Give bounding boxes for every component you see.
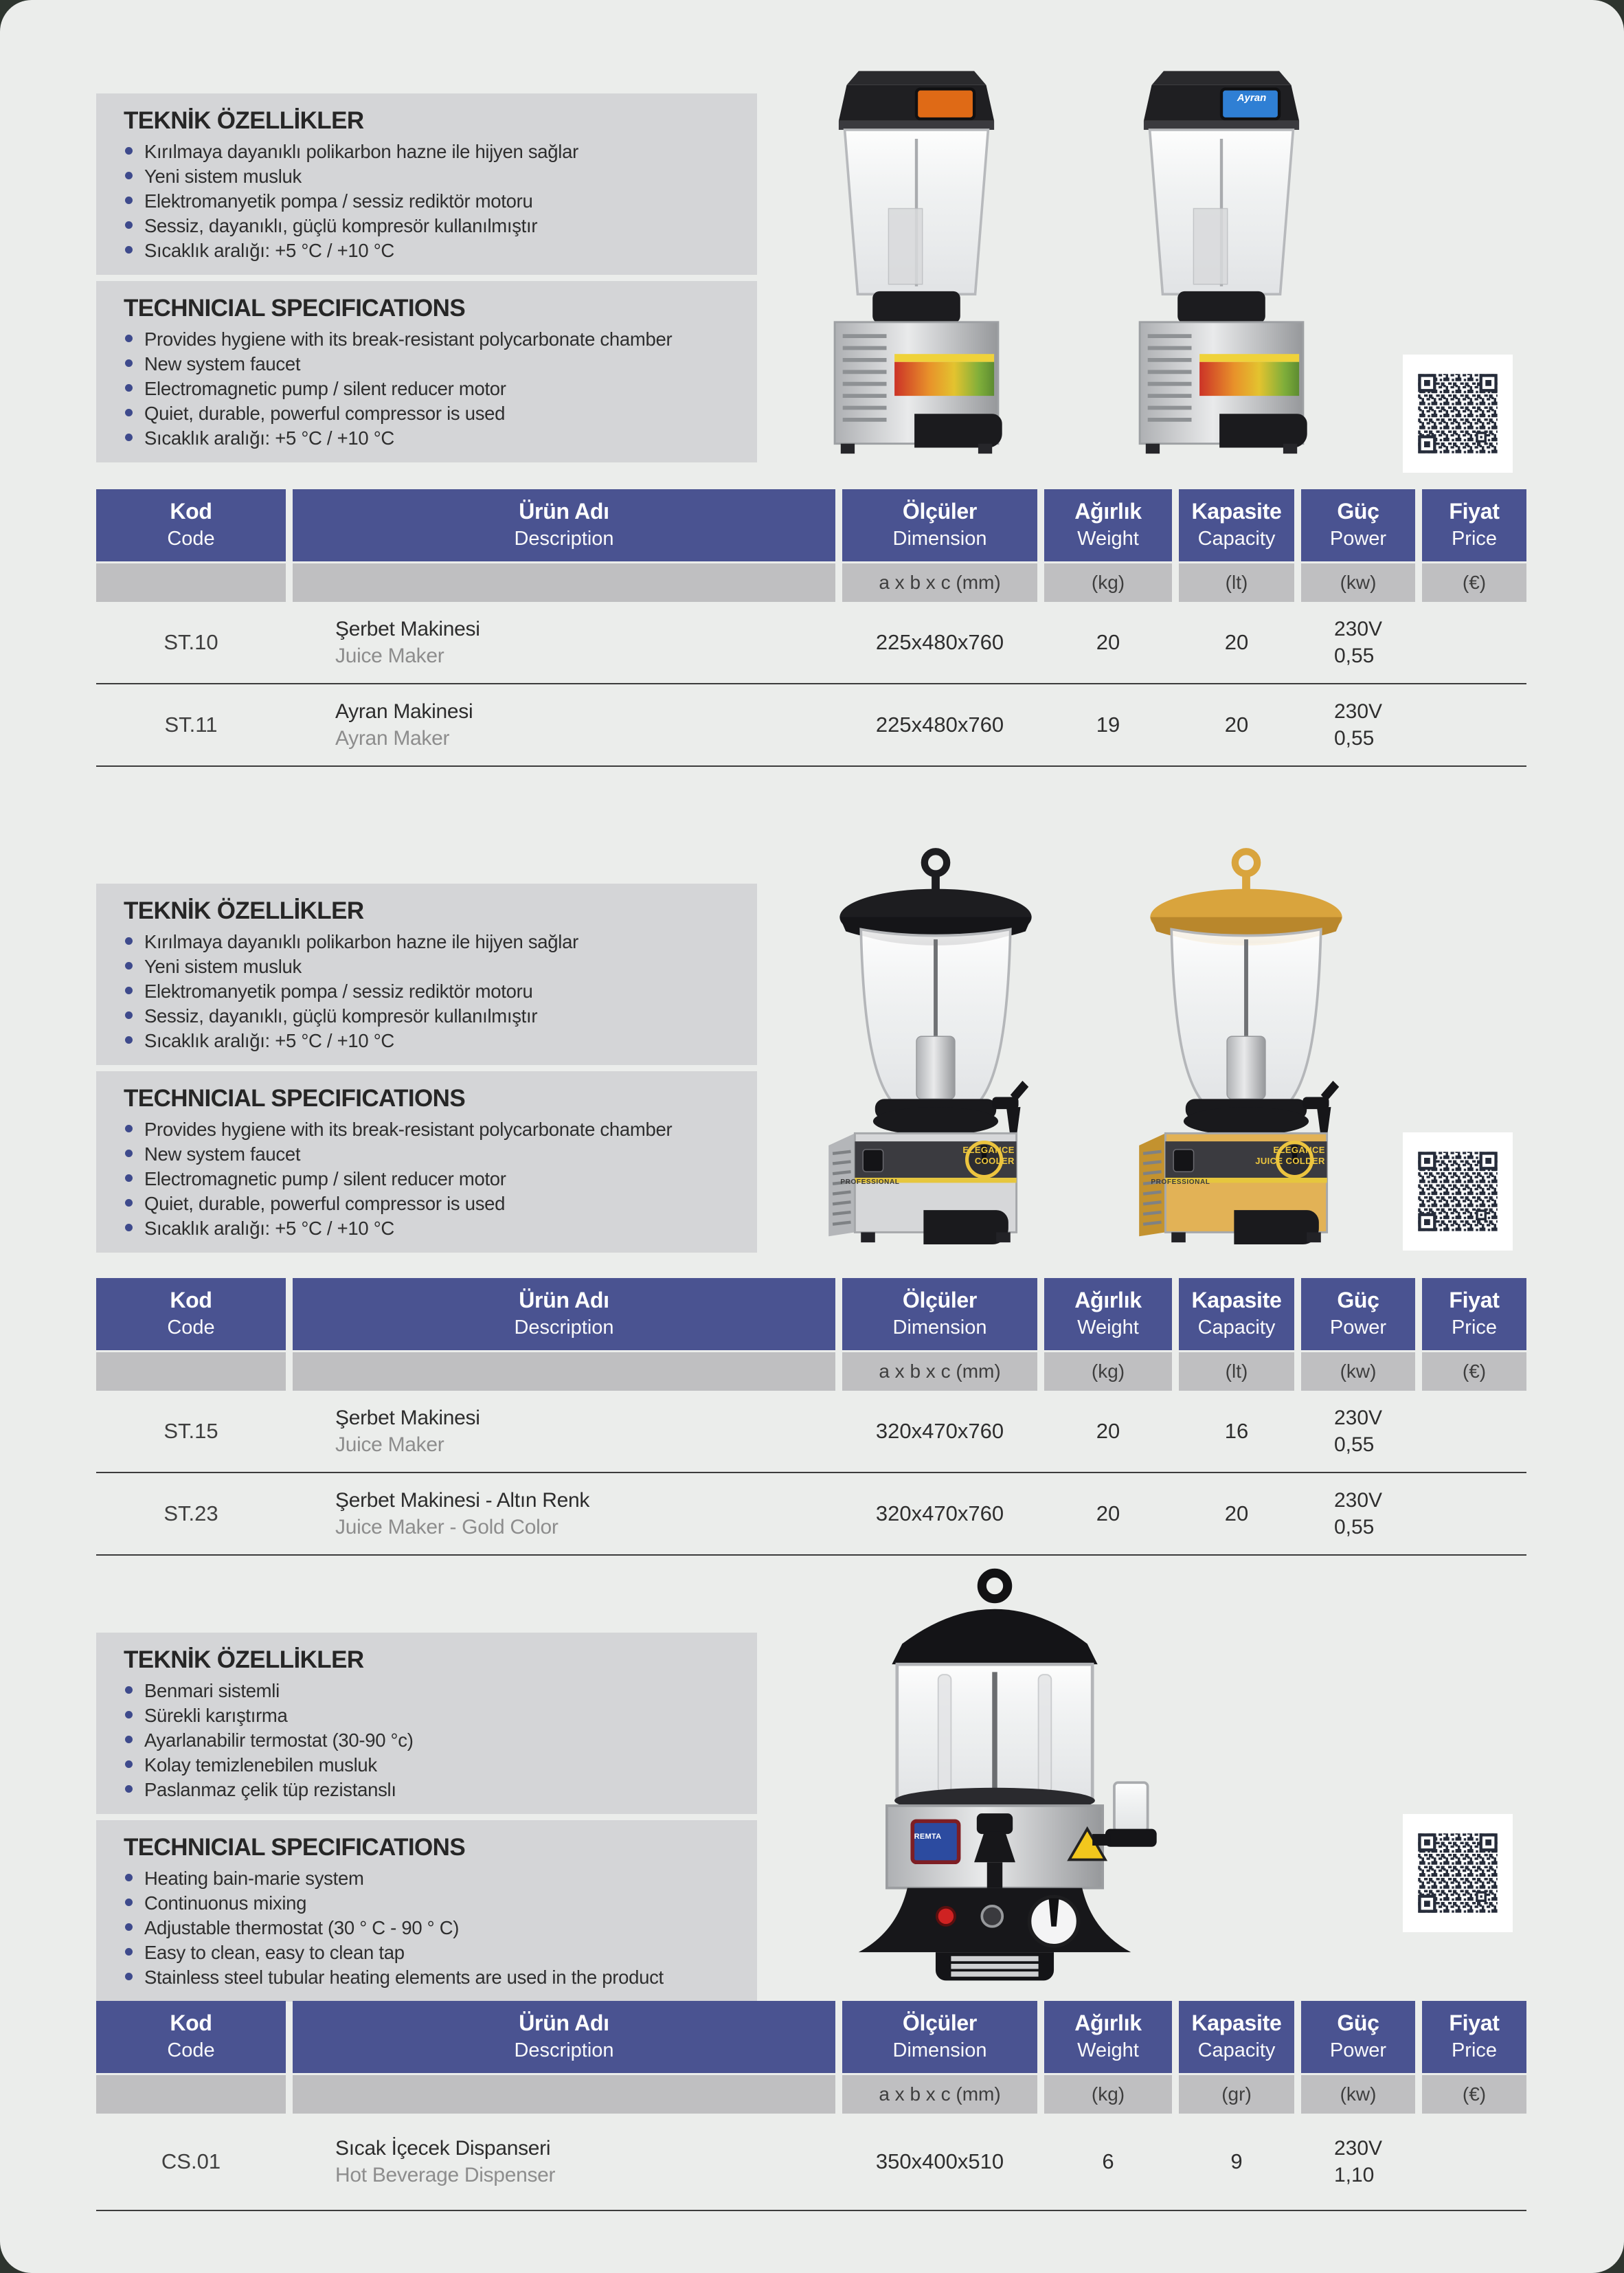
ayran-label: Ayran [1237, 91, 1267, 104]
header-label-tr: Ürün Adı [519, 2011, 609, 2035]
qr-code-icon [1410, 1825, 1506, 1921]
section-1-spec-column [96, 93, 757, 462]
header-label-en: Description [514, 1317, 614, 1339]
qr-code-icon [1410, 366, 1506, 462]
spec-title-english: TECHNICIAL SPECIFICATIONS [124, 295, 466, 322]
unit-dimension: a x b x c (mm) [842, 563, 1037, 602]
header-dimension [842, 489, 1037, 561]
power-volts: 230V [1333, 2136, 1383, 2160]
table-units-row [96, 563, 1526, 602]
table-header-row [96, 489, 1526, 561]
header-label-en: Code [167, 528, 215, 550]
spec-list-turkish [122, 140, 741, 262]
header-capacity [1179, 1278, 1294, 1350]
header-price [1422, 2001, 1526, 2073]
cell-capacity: 16 [1224, 1418, 1249, 1443]
header-label-tr: Kod [170, 499, 212, 524]
cell-code: ST.11 [164, 712, 218, 737]
spec-item: Sürekli karıştırma [122, 1704, 741, 1727]
table-header-row [96, 1278, 1526, 1350]
cell-power [1301, 1487, 1415, 1541]
header-label-en: Price [1451, 528, 1498, 550]
header-label-en: Description [514, 2039, 614, 2062]
header-label-en: Dimension [892, 528, 987, 550]
spec-item: Easy to clean, easy to clean tap [122, 1941, 741, 1964]
table-row [96, 1473, 1526, 1556]
power-volts: 230V [1333, 699, 1383, 723]
cell-name [293, 1487, 835, 1541]
spec-box-turkish [96, 884, 757, 1065]
header-label-en: Code [167, 1317, 215, 1339]
unit-weight: (kg) [1044, 1352, 1172, 1391]
cell-power [1301, 698, 1415, 752]
power-volts: 230V [1333, 1406, 1383, 1429]
product-name-tr: Şerbet Makinesi [335, 617, 480, 640]
cell-weight: 20 [1096, 1501, 1120, 1525]
header-label-tr: Kapasite [1191, 1288, 1282, 1312]
juice-dispenser-illustration [796, 59, 1037, 458]
unit-cell [293, 2075, 835, 2114]
cell-weight: 20 [1096, 1418, 1120, 1443]
table-header-row [96, 2001, 1526, 2073]
header-label-tr: Fiyat [1449, 1288, 1500, 1312]
spec-item: Stainless steel tubular heating elements are used in the product [122, 1966, 741, 1989]
header-label-tr: Ürün Adı [519, 1288, 609, 1312]
header-label-tr: Güç [1337, 499, 1379, 524]
header-weight [1044, 1278, 1172, 1350]
header-label-en: Capacity [1197, 1317, 1276, 1339]
product-image-hot-beverage-dispenser [789, 1567, 1201, 2004]
unit-capacity: (gr) [1179, 2075, 1294, 2114]
product-name-en: Ayran Maker [335, 726, 450, 750]
unit-dimension: a x b x c (mm) [842, 2075, 1037, 2114]
cell-code: ST.23 [163, 1501, 218, 1525]
product-name-en: Juice Maker - Gold Color [335, 1515, 559, 1538]
unit-cell [293, 563, 835, 602]
spec-item: Sessiz, dayanıklı, güçlü kompresör kullanılmıştır [122, 1005, 741, 1027]
cell-power [1301, 2135, 1415, 2188]
spec-item: Elektromanyetik pompa / sessiz rediktör motoru [122, 190, 741, 212]
header-power [1301, 489, 1415, 561]
spec-list-english [122, 1867, 741, 1989]
table-row [96, 684, 1526, 767]
header-label-tr: Ölçüler [902, 2011, 978, 2035]
qr-code [1403, 1132, 1513, 1251]
cell-name [293, 616, 835, 669]
cell-dimension: 225x480x760 [875, 712, 1004, 737]
product-name-tr: Sıcak İçecek Dispanseri [335, 2136, 551, 2160]
unit-price: (€) [1422, 1352, 1526, 1391]
product-image-elegance-cooler [800, 842, 1072, 1246]
table-row [96, 602, 1526, 684]
spec-item: Electromagnetic pump / silent reducer motor [122, 1167, 741, 1190]
spec-item: Yeni sistem musluk [122, 165, 741, 188]
unit-weight: (kg) [1044, 2075, 1172, 2114]
spec-box-english [96, 1820, 757, 2002]
header-label-tr: Güç [1337, 2011, 1379, 2035]
unit-dimension: a x b x c (mm) [842, 1352, 1037, 1391]
header-name [293, 1278, 835, 1350]
unit-cell [96, 563, 286, 602]
spec-item: New system faucet [122, 1143, 741, 1165]
spec-list-turkish [122, 1679, 741, 1801]
product-image-ayran-maker [1101, 59, 1342, 458]
unit-cell [96, 1352, 286, 1391]
spec-item: Paslanmaz çelik tüp rezistanslı [122, 1778, 741, 1801]
header-power [1301, 2001, 1415, 2073]
spec-title-turkish: TEKNİK ÖZELLİKLER [124, 107, 364, 134]
cell-capacity: 20 [1224, 1501, 1249, 1525]
header-capacity [1179, 2001, 1294, 2073]
header-price [1422, 1278, 1526, 1350]
unit-weight: (kg) [1044, 563, 1172, 602]
product-name-tr: Şerbet Makinesi [335, 1406, 480, 1429]
qr-code [1403, 1814, 1513, 1932]
header-label-tr: Fiyat [1449, 2011, 1500, 2035]
header-price [1422, 489, 1526, 561]
power-kw: 0,55 [1333, 726, 1375, 750]
unit-capacity: (lt) [1179, 1352, 1294, 1391]
spec-list-turkish [122, 930, 741, 1052]
header-label-en: Dimension [892, 1317, 987, 1339]
header-label-en: Capacity [1197, 528, 1276, 550]
header-label-en: Weight [1077, 1317, 1139, 1339]
spec-box-english [96, 281, 757, 462]
unit-capacity: (lt) [1179, 563, 1294, 602]
header-label-en: Price [1451, 1317, 1498, 1339]
header-label-tr: Güç [1337, 1288, 1379, 1312]
cell-weight: 6 [1102, 2149, 1114, 2173]
qr-code-icon [1410, 1143, 1506, 1240]
header-label-tr: Ölçüler [902, 499, 978, 524]
unit-cell [293, 1352, 835, 1391]
cell-code: CS.01 [161, 2149, 221, 2173]
product-name-tr: Ayran Makinesi [335, 699, 473, 723]
header-code [96, 489, 286, 561]
product-image-elegance-cooler-gold [1110, 842, 1382, 1246]
product-table-1 [96, 489, 1526, 767]
product-name-en: Hot Beverage Dispenser [335, 2163, 556, 2186]
power-volts: 230V [1333, 1488, 1383, 1512]
spec-title-english: TECHNICIAL SPECIFICATIONS [124, 1834, 466, 1861]
header-label-en: Weight [1077, 2039, 1139, 2062]
spec-item: Kırılmaya dayanıklı polikarbon hazne ile hijyen sağlar [122, 930, 741, 953]
spec-item: Benmari sistemli [122, 1679, 741, 1702]
spec-title-turkish: TEKNİK ÖZELLİKLER [124, 897, 364, 924]
ayran-dispenser-illustration [1101, 59, 1342, 458]
header-label-en: Power [1329, 2039, 1387, 2062]
spec-item: Sıcaklık aralığı: +5 °C / +10 °C [122, 1029, 741, 1052]
spec-item: Provides hygiene with its break-resistant polycarbonate chamber [122, 328, 741, 350]
cell-dimension: 320x470x760 [875, 1501, 1004, 1525]
header-label-tr: Ağırlık [1074, 2011, 1142, 2035]
header-label-tr: Kod [170, 2011, 212, 2035]
header-label-en: Power [1329, 528, 1387, 550]
cell-capacity: 9 [1230, 2149, 1243, 2173]
header-label-tr: Kod [170, 1288, 212, 1312]
hot-beverage-dispenser-illustration [789, 1567, 1201, 2004]
product-table-3 [96, 2001, 1526, 2211]
professional-label: PROFESSIONAL [1151, 1178, 1210, 1187]
spec-item: Kolay temizlenebilen musluk [122, 1754, 741, 1776]
spec-title-turkish: TEKNİK ÖZELLİKLER [124, 1646, 364, 1673]
spec-item: Quiet, durable, powerful compressor is used [122, 1192, 741, 1215]
elegance-cooler-label: ELEGANCE COOLER [962, 1144, 1015, 1167]
section-2-spec-column [96, 884, 757, 1253]
table-units-row [96, 1352, 1526, 1391]
cell-capacity: 20 [1224, 629, 1249, 654]
power-kw: 1,10 [1333, 2163, 1375, 2186]
cell-weight: 20 [1096, 629, 1120, 654]
unit-price: (€) [1422, 563, 1526, 602]
power-volts: 230V [1333, 617, 1383, 640]
product-image-juice-maker [796, 59, 1037, 458]
spec-item: Sıcaklık aralığı: +5 °C / +10 °C [122, 427, 741, 449]
header-name [293, 2001, 835, 2073]
spec-item: Sıcaklık aralığı: +5 °C / +10 °C [122, 1217, 741, 1240]
header-label-tr: Ölçüler [902, 1288, 978, 1312]
header-name [293, 489, 835, 561]
cell-dimension: 320x470x760 [875, 1418, 1004, 1443]
cell-name [293, 1404, 835, 1458]
header-dimension [842, 1278, 1037, 1350]
table-row [96, 2114, 1526, 2211]
header-label-tr: Ağırlık [1074, 1288, 1142, 1312]
header-label-tr: Ürün Adı [519, 499, 609, 524]
cell-power [1301, 1404, 1415, 1458]
spec-title-english: TECHNICIAL SPECIFICATIONS [124, 1085, 466, 1112]
header-power [1301, 1278, 1415, 1350]
cell-name [293, 698, 835, 752]
unit-cell [96, 2075, 286, 2114]
spec-box-english [96, 1071, 757, 1253]
cell-capacity: 20 [1224, 712, 1249, 737]
power-kw: 0,55 [1333, 1433, 1375, 1456]
spec-item: Kırılmaya dayanıklı polikarbon hazne ile hijyen sağlar [122, 140, 741, 163]
header-label-en: Capacity [1197, 2039, 1276, 2062]
product-name-en: Juice Maker [335, 1433, 444, 1456]
spec-item: Sıcaklık aralığı: +5 °C / +10 °C [122, 239, 741, 262]
header-label-tr: Kapasite [1191, 499, 1282, 524]
header-code [96, 1278, 286, 1350]
spec-item: Adjustable thermostat (30 ° C - 90 ° C) [122, 1916, 741, 1939]
header-label-en: Power [1329, 1317, 1387, 1339]
product-name-tr: Şerbet Makinesi - Altın Renk [335, 1488, 590, 1512]
product-table-2 [96, 1278, 1526, 1556]
spec-item: Elektromanyetik pompa / sessiz rediktör motoru [122, 980, 741, 1003]
remta-brand-badge: REMTA [914, 1832, 942, 1841]
cell-dimension: 350x400x510 [875, 2149, 1004, 2173]
spec-item: Heating bain-marie system [122, 1867, 741, 1890]
cell-code: ST.15 [163, 1418, 218, 1443]
header-label-en: Weight [1077, 528, 1139, 550]
header-label-tr: Ağırlık [1074, 499, 1142, 524]
qr-code [1403, 355, 1513, 473]
power-kw: 0,55 [1333, 1515, 1375, 1538]
header-weight [1044, 2001, 1172, 2073]
header-label-en: Description [514, 528, 614, 550]
cell-weight: 19 [1096, 712, 1120, 737]
header-weight [1044, 489, 1172, 561]
spec-list-english [122, 328, 741, 449]
header-label-en: Dimension [892, 2039, 987, 2062]
spec-item: Ayarlanabilir termostat (30-90 °c) [122, 1729, 741, 1751]
spec-item: Sessiz, dayanıklı, güçlü kompresör kullanılmıştır [122, 214, 741, 237]
product-name-en: Juice Maker [335, 644, 444, 667]
spec-item: Provides hygiene with its break-resistant polycarbonate chamber [122, 1118, 741, 1141]
header-code [96, 2001, 286, 2073]
spec-box-turkish [96, 93, 757, 275]
spec-box-turkish [96, 1633, 757, 1814]
section-3-spec-column [96, 1633, 757, 2002]
power-kw: 0,55 [1333, 644, 1375, 667]
header-label-tr: Kapasite [1191, 2011, 1282, 2035]
cell-power [1301, 616, 1415, 669]
unit-price: (€) [1422, 2075, 1526, 2114]
spec-item: Quiet, durable, powerful compressor is used [122, 402, 741, 425]
cell-dimension: 225x480x760 [875, 629, 1004, 654]
cell-code: ST.10 [163, 629, 218, 654]
table-units-row [96, 2075, 1526, 2114]
unit-power: (kw) [1301, 563, 1415, 602]
spec-item: New system faucet [122, 352, 741, 375]
cell-name [293, 2135, 835, 2188]
header-label-tr: Fiyat [1449, 499, 1500, 524]
spec-item: Electromagnetic pump / silent reducer motor [122, 377, 741, 400]
table-row [96, 1391, 1526, 1473]
header-dimension [842, 2001, 1037, 2073]
spec-item: Yeni sistem musluk [122, 955, 741, 978]
spec-item: Continuonus mixing [122, 1892, 741, 1914]
unit-power: (kw) [1301, 1352, 1415, 1391]
header-label-en: Price [1451, 2039, 1498, 2062]
unit-power: (kw) [1301, 2075, 1415, 2114]
professional-label: PROFESSIONAL [840, 1178, 900, 1187]
header-label-en: Code [167, 2039, 215, 2062]
header-capacity [1179, 489, 1294, 561]
elegance-cooler-gold-label: ELEGANCE JUICE COLDER [1255, 1144, 1325, 1167]
spec-list-english [122, 1118, 741, 1240]
